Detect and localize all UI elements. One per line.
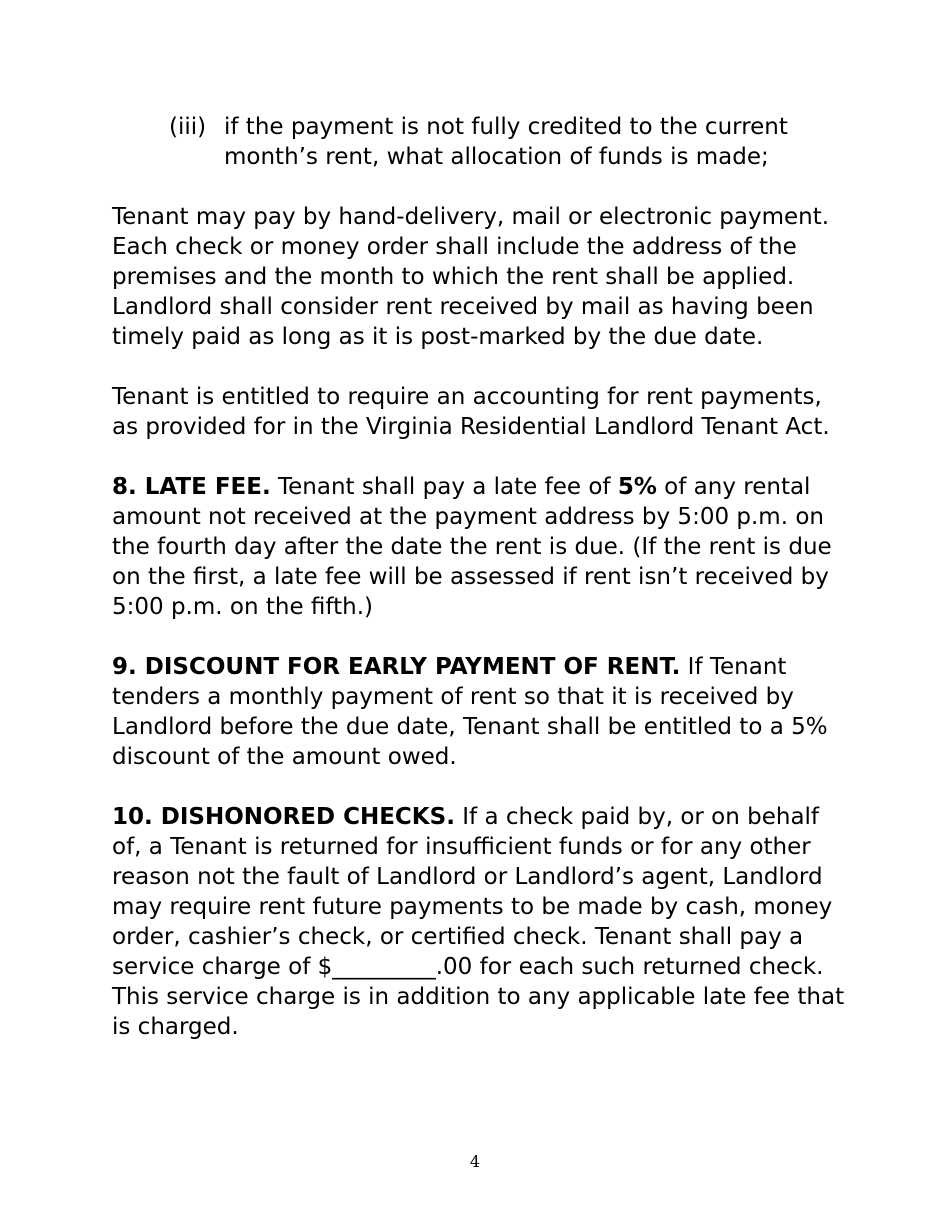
list-text: if the payment is not fully credited to the current month’s rent, what allocation of funds is made; <box>224 114 788 170</box>
section-heading-discount: 9. DISCOUNT FOR EARLY PAYMENT OF RENT. <box>112 654 681 680</box>
section-discount <box>112 652 850 772</box>
paragraph-accounting: Tenant is entitled to require an accounting for rent payments, as provided for in the Virginia Residential Landlord Tenant Act. <box>112 384 830 440</box>
section-dishonored-checks <box>112 802 850 1042</box>
late-fee-text-after: of any rental amount not received at the payment address by 5:00 p.m. on the fourth day after the date the rent is due. (If the rent is due on the first, a late fee will be assessed if rent isn’t received by 5:00 p.m. on the fifth.) <box>112 474 832 620</box>
document-body <box>112 112 850 1072</box>
page-number: 4 <box>469 1152 481 1171</box>
section-heading-dishonored-checks: 10. DISHONORED CHECKS. <box>112 804 455 830</box>
section-late-fee <box>112 472 850 622</box>
section-heading-late-fee: 8. LATE FEE. <box>112 474 271 500</box>
paragraph-payment-methods: Tenant may pay by hand-delivery, mail or electronic payment. Each check or money order shall include the address of the premises and the month to which the rent shall be applied. Landlord shall consider rent received by mail as having been timely paid as long as it is post-marked by the due date. <box>112 204 830 350</box>
discount-text: If Tenant tenders a monthly payment of rent so that it is received by Landlord before the due date, Tenant shall be entitled to a 5% discount of the amount owed. <box>112 654 828 770</box>
late-fee-text-before: Tenant shall pay a late fee of <box>270 474 618 500</box>
list-item-iii <box>169 112 850 172</box>
late-fee-amount: 5% <box>617 474 657 500</box>
dishonored-checks-text: If a check paid by, or on behalf of, a Tenant is returned for insufficient funds or for any other reason not the fault of Landlord or Landlord’s agent, Landlord may require rent future payments to be made by cash, money order, cashier’s check, or certified check. Tenant shall pay a service charge of $_________.00 for each such returned check. This service charge is in addition to any applicable late fee that is charged. <box>112 804 845 1040</box>
list-marker: (iii) <box>169 114 207 140</box>
